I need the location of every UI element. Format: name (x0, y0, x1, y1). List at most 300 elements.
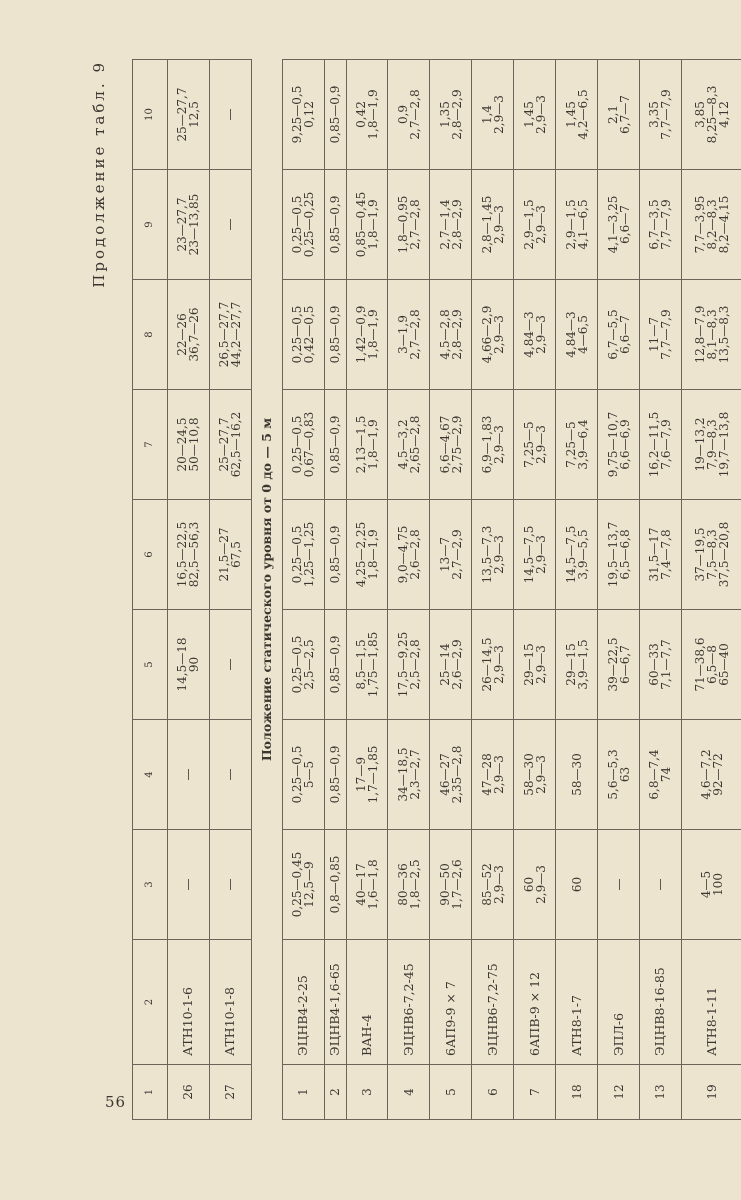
cell-value: 14,5—7,5 (563, 525, 578, 584)
cell-value: 0,42—0,5 (302, 305, 317, 364)
column-header-7: 7 (133, 390, 168, 500)
table-cell (598, 610, 640, 720)
cell-value: 12,5 (187, 101, 202, 128)
pump-name: АТН8-1-7 (556, 940, 598, 1065)
table-row (346, 60, 388, 1120)
cell-value: 0,42 (354, 101, 369, 128)
cell-value: 26—14,5 (479, 637, 494, 692)
cell-value: 1,8—1,9 (366, 89, 381, 140)
cell-value: 7,1—7,7 (659, 639, 674, 690)
table-cell (681, 280, 741, 390)
cell-value: 1,45 (521, 101, 536, 128)
empty-cell-dash: — (223, 658, 238, 671)
table-cell (640, 280, 682, 390)
cell-value: 2,9—3 (533, 535, 548, 574)
cell-value: 7,7—7,9 (659, 89, 674, 140)
cell-value: 1,45 (563, 101, 578, 128)
pump-name: ЭЦНВ4-2-25 (282, 940, 324, 1065)
cell-value: 2,35—2,8 (449, 745, 464, 804)
cell-value: 85—52 (479, 863, 494, 906)
cell-value: 23—27,7 (175, 197, 190, 252)
cell-value: 0,85—0,9 (328, 415, 343, 474)
table-cell (556, 170, 598, 280)
table-cell (681, 720, 741, 830)
cell-value: 4,66—2,9 (479, 305, 494, 364)
row-number: 18 (556, 1065, 598, 1120)
table-cell (430, 720, 472, 830)
cell-value: 0,67—0,83 (302, 411, 317, 478)
cell-value: 29—15 (521, 643, 536, 686)
continuation-label: Продолжение табл. 9 (90, 60, 108, 288)
table-cell (324, 610, 346, 720)
cell-value: 0,25—0,5 (290, 745, 305, 804)
cell-value: 19—13,2 (693, 417, 708, 472)
table-cell (640, 170, 682, 280)
cell-value: 90 (187, 656, 202, 673)
cell-value: 44,2—27,7 (229, 301, 244, 368)
table-cell (514, 610, 556, 720)
cell-value: 1,35 (437, 101, 452, 128)
table-cell (681, 610, 741, 720)
cell-value: 20—24,5 (175, 417, 190, 472)
cell-value: 92—72 (711, 753, 726, 796)
cell-value: 7,4—7,8 (659, 529, 674, 580)
table-cell (209, 60, 251, 170)
empty-cell-dash: — (223, 878, 238, 891)
cell-value: 2,3—2,7 (407, 749, 422, 800)
cell-value: 4,1—6,5 (575, 199, 590, 250)
cell-value: 2,9—3 (491, 755, 506, 794)
cell-value: 80—36 (395, 863, 410, 906)
cell-value: 7,7—7,9 (659, 309, 674, 360)
data-table (132, 59, 741, 1120)
table-row (282, 60, 324, 1120)
table-cell (324, 390, 346, 500)
table-cell (209, 830, 251, 940)
table-cell (346, 390, 388, 500)
cell-value: 0,25—0,5 (290, 305, 305, 364)
cell-value: 26,5—27,7 (217, 301, 232, 368)
cell-value: 1,8—2,5 (407, 859, 422, 910)
column-header-6: 6 (133, 500, 168, 610)
pump-name: АТН10-1-6 (168, 940, 210, 1065)
table-cell (388, 170, 430, 280)
table-cell (168, 720, 210, 830)
cell-value: 40—17 (354, 863, 369, 906)
table-cell (514, 390, 556, 500)
cell-value: 6,8—7,4 (647, 749, 662, 800)
cell-value: 25—14 (437, 643, 452, 686)
table-cell (472, 170, 514, 280)
cell-value: 2,7—2,8 (407, 199, 422, 250)
cell-value: 0,25—0,5 (290, 525, 305, 584)
table-row (388, 60, 430, 1120)
cell-value: 2,5—2,5 (302, 639, 317, 690)
cell-value: 6,7—7 (617, 95, 632, 134)
table-cell (324, 830, 346, 940)
cell-value: 0,8—0,85 (328, 855, 343, 914)
table-cell (168, 60, 210, 170)
column-header-4: 4 (133, 720, 168, 830)
cell-value: 3,9—1,5 (575, 639, 590, 690)
table-cell (681, 60, 741, 170)
cell-value: 4,5—3,2 (395, 419, 410, 470)
cell-value: 58—30 (521, 753, 536, 796)
cell-value: 7,25—5 (563, 421, 578, 468)
cell-value: 17,5—9,25 (395, 631, 410, 698)
pump-name: ЭПЛ-6 (598, 940, 640, 1065)
cell-value: 2,8—2,9 (449, 199, 464, 250)
cell-value: 13,5—7,3 (479, 525, 494, 584)
cell-value: 1,8—1,9 (366, 419, 381, 470)
empty-cell-dash: — (653, 878, 668, 891)
cell-value: 2,9—3 (491, 315, 506, 354)
cell-value: 17—9 (354, 757, 369, 792)
table-cell (640, 390, 682, 500)
table-cell (346, 170, 388, 280)
cell-value: 4,84—3 (563, 311, 578, 358)
cell-value: 4,12 (717, 101, 732, 128)
cell-value: 0,25—0,25 (302, 191, 317, 258)
table-cell (168, 830, 210, 940)
table-cell (640, 60, 682, 170)
table-cell (346, 500, 388, 610)
cell-value: 29—15 (563, 643, 578, 686)
cell-value: 6,9—1,83 (479, 415, 494, 474)
cell-value: 2,9—3 (491, 425, 506, 464)
cell-value: 0,85—0,9 (328, 745, 343, 804)
cell-value: 7,9—8,3 (705, 419, 720, 470)
table-cell (388, 500, 430, 610)
table-cell (681, 390, 741, 500)
row-number: 7 (514, 1065, 556, 1120)
table-cell (640, 500, 682, 610)
cell-value: 2,9—3 (491, 645, 506, 684)
table-cell (346, 60, 388, 170)
cell-value: 2,9—3 (533, 865, 548, 904)
cell-value: 0,85—0,9 (328, 525, 343, 584)
row-number: 5 (430, 1065, 472, 1120)
empty-cell-dash: — (611, 878, 626, 891)
cell-value: 13,5—8,3 (717, 305, 732, 364)
table-row (209, 60, 251, 1120)
cell-value: 6,7—5,5 (605, 309, 620, 360)
cell-value: 8,1—8,3 (705, 309, 720, 360)
cell-value: 7,25—5 (521, 421, 536, 468)
table-row (430, 60, 472, 1120)
cell-value: 1,75—1,85 (366, 631, 381, 698)
cell-value: 2,1 (605, 104, 620, 125)
cell-value: 25—27,7 (175, 87, 190, 142)
cell-value: 8,25—8,3 (705, 85, 720, 144)
table-cell (324, 280, 346, 390)
cell-value: 6,6—4,67 (437, 415, 452, 474)
cell-value: 1,6—1,8 (366, 859, 381, 910)
cell-value: 90—50 (437, 863, 452, 906)
table-cell (209, 500, 251, 610)
table-cell (640, 610, 682, 720)
row-number: 26 (168, 1065, 210, 1120)
table-cell (681, 500, 741, 610)
table-cell (430, 390, 472, 500)
table-cell (514, 830, 556, 940)
table-cell (430, 280, 472, 390)
row-number: 12 (598, 1065, 640, 1120)
cell-value: 37,5—20,8 (717, 521, 732, 588)
cell-value: 63 (617, 766, 632, 783)
cell-value: 6,7—3,5 (647, 199, 662, 250)
pump-name: ЭЦНВ8-16-85 (640, 940, 682, 1065)
table-cell (472, 720, 514, 830)
table-cell (598, 390, 640, 500)
cell-value: 2,9—3 (533, 645, 548, 684)
table-row (640, 60, 682, 1120)
table-cell (681, 170, 741, 280)
table-cell (514, 170, 556, 280)
table-cell (209, 610, 251, 720)
table-cell (324, 170, 346, 280)
cell-value: 8,5—1,5 (354, 639, 369, 690)
cell-value: 9,25—0,5 (290, 85, 305, 144)
table-row (681, 60, 741, 1120)
cell-value: 6,5—8 (705, 645, 720, 684)
cell-value: 0,25—0,45 (290, 851, 305, 918)
cell-value: 58—30 (569, 753, 584, 796)
section-title: Положение статического уровня от 0 до — 5 м (251, 60, 282, 1120)
cell-value: 2,9—3 (491, 95, 506, 134)
table-row (556, 60, 598, 1120)
table-cell (324, 60, 346, 170)
table-cell (472, 60, 514, 170)
cell-value: 16,5—22,5 (175, 521, 190, 588)
cell-value: 39—22,5 (605, 637, 620, 692)
table-cell (556, 60, 598, 170)
pump-name: ВАН-4 (346, 940, 388, 1065)
table-cell (388, 60, 430, 170)
table-cell (346, 280, 388, 390)
cell-value: 74 (659, 766, 674, 783)
pump-name: ЭЦНВ6-7,2-75 (472, 940, 514, 1065)
cell-value: 16,2—11,5 (647, 411, 662, 478)
cell-value: 9,0—4,75 (395, 525, 410, 584)
rotated-table-block (90, 60, 741, 1120)
cell-value: 19,7—13,8 (717, 411, 732, 478)
column-header-2: 2 (133, 940, 168, 1065)
pump-name: ЭЦНВ4-1,6-65 (324, 940, 346, 1065)
cell-value: 1,8—1,9 (366, 199, 381, 250)
row-number: 27 (209, 1065, 251, 1120)
cell-value: 1,7—1,85 (366, 745, 381, 804)
table-cell (209, 390, 251, 500)
table-cell (514, 60, 556, 170)
table-cell (346, 610, 388, 720)
table-cell (346, 830, 388, 940)
cell-value: 1,25—1,25 (302, 521, 317, 588)
table-cell (282, 280, 324, 390)
cell-value: 1,8—1,9 (366, 529, 381, 580)
cell-value: 31,5—17 (647, 527, 662, 582)
table-cell (209, 720, 251, 830)
cell-value: 1,8—1,9 (366, 309, 381, 360)
cell-value: 2,5—2,8 (407, 639, 422, 690)
table-row (168, 60, 210, 1120)
table-cell (346, 720, 388, 830)
cell-value: 3,9—5,5 (575, 529, 590, 580)
table-cell (430, 830, 472, 940)
cell-value: 2,8—2,9 (449, 89, 464, 140)
empty-cell-dash: — (223, 108, 238, 121)
cell-value: 4—6,5 (575, 315, 590, 354)
empty-cell-dash: — (181, 768, 196, 781)
cell-value: 0,85—0,9 (328, 305, 343, 364)
table-cell (598, 280, 640, 390)
cell-value: 0,85—0,9 (328, 195, 343, 254)
table-cell (168, 280, 210, 390)
cell-value: 2,9—3 (533, 205, 548, 244)
column-header-5: 5 (133, 610, 168, 720)
cell-value: 6,6—6,9 (617, 419, 632, 470)
cell-value: 0,85—0,45 (354, 191, 369, 258)
cell-value: 13—7 (437, 537, 452, 572)
table-cell (388, 830, 430, 940)
cell-value: 4,1—3,25 (605, 195, 620, 254)
cell-value: 36,7—26 (187, 307, 202, 362)
cell-value: 71—38,6 (693, 637, 708, 692)
cell-value: 0,9 (395, 104, 410, 125)
cell-value: 1,4 (479, 104, 494, 125)
table-cell (472, 280, 514, 390)
cell-value: 4—5 (699, 870, 714, 899)
table-cell (681, 830, 741, 940)
table-cell (282, 610, 324, 720)
cell-value: 2,9—3 (533, 425, 548, 464)
cell-value: 3,35 (647, 101, 662, 128)
cell-value: 82,5—56,3 (187, 521, 202, 588)
table-cell (472, 830, 514, 940)
table-cell (168, 500, 210, 610)
cell-value: 62,5—16,2 (229, 411, 244, 478)
table-cell (598, 720, 640, 830)
cell-value: 0,85—0,9 (328, 85, 343, 144)
section-row (251, 60, 282, 1120)
cell-value: 2,9—3 (533, 755, 548, 794)
table-cell (282, 170, 324, 280)
row-number: 19 (681, 1065, 741, 1120)
cell-value: 2,65—2,8 (407, 415, 422, 474)
table-cell (556, 390, 598, 500)
cell-value: 6,5—6,8 (617, 529, 632, 580)
table-row (324, 60, 346, 1120)
cell-value: 4,25—2,25 (354, 521, 369, 588)
cell-value: 0,85—0,9 (328, 635, 343, 694)
table-cell (168, 610, 210, 720)
table-cell (282, 60, 324, 170)
cell-value: 60 (569, 876, 584, 893)
table-cell (209, 170, 251, 280)
table-cell (282, 390, 324, 500)
table-cell (388, 390, 430, 500)
column-header-10: 10 (133, 60, 168, 170)
pump-name: АТН10-1-8 (209, 940, 251, 1065)
cell-value: 67,5 (229, 541, 244, 568)
cell-value: 4,6—7,2 (699, 749, 714, 800)
cell-value: 7,7—7,9 (659, 199, 674, 250)
page-number: 56 (105, 1093, 127, 1111)
table-cell (514, 500, 556, 610)
table-cell (282, 720, 324, 830)
cell-value: 7,6—7,9 (659, 419, 674, 470)
table-row (598, 60, 640, 1120)
row-number: 13 (640, 1065, 682, 1120)
cell-value: 2,8—1,45 (479, 195, 494, 254)
table-cell (282, 830, 324, 940)
cell-value: 5,6—5,3 (605, 749, 620, 800)
cell-value: 0,25—0,5 (290, 195, 305, 254)
cell-value: 2,7—1,4 (437, 199, 452, 250)
cell-value: 7,5—8,3 (705, 529, 720, 580)
cell-value: 2,7—2,9 (449, 529, 464, 580)
table-cell (598, 170, 640, 280)
table-cell (640, 720, 682, 830)
table-cell (324, 720, 346, 830)
row-number: 2 (324, 1065, 346, 1120)
cell-value: 100 (711, 873, 726, 896)
cell-value: 46—27 (437, 753, 452, 796)
empty-cell-dash: — (223, 768, 238, 781)
table-cell (556, 610, 598, 720)
cell-value: 4,2—6,5 (575, 89, 590, 140)
cell-value: 60 (521, 876, 536, 893)
cell-value: 2,9—1,5 (521, 199, 536, 250)
cell-value: 6,6—7 (617, 205, 632, 244)
cell-value: 1,8—0,95 (395, 195, 410, 254)
cell-value: 2,6—2,8 (407, 529, 422, 580)
cell-value: 4,5—2,8 (437, 309, 452, 360)
cell-value: 3,9—6,4 (575, 419, 590, 470)
cell-value: 3—1,9 (395, 315, 410, 354)
header-row (133, 60, 168, 1120)
cell-value: 65—40 (717, 643, 732, 686)
cell-value: 50—10,8 (187, 417, 202, 472)
row-number: 3 (346, 1065, 388, 1120)
cell-value: 2,9—3 (491, 535, 506, 574)
table-cell (472, 500, 514, 610)
table-cell (168, 170, 210, 280)
cell-value: 22—26 (175, 313, 190, 356)
column-header-9: 9 (133, 170, 168, 280)
pump-name: 6АП9-9 × 7 (430, 940, 472, 1065)
cell-value: 21,5—27 (217, 527, 232, 582)
cell-value: 2,8—2,9 (449, 309, 464, 360)
cell-value: 14,5—7,5 (521, 525, 536, 584)
cell-value: 2,9—3 (533, 315, 548, 354)
cell-value: 0,12 (302, 101, 317, 128)
table-cell (282, 500, 324, 610)
table-cell (472, 610, 514, 720)
table-cell (388, 280, 430, 390)
cell-value: 7,7—3,95 (693, 195, 708, 254)
cell-value: 2,6—2,9 (449, 639, 464, 690)
empty-cell-dash: — (181, 878, 196, 891)
cell-value: 2,9—3 (491, 865, 506, 904)
table-cell (472, 390, 514, 500)
cell-value: 0,25—0,5 (290, 635, 305, 694)
row-number: 1 (282, 1065, 324, 1120)
cell-value: 19,5—13,7 (605, 521, 620, 588)
table-cell (168, 390, 210, 500)
cell-value: 47—28 (479, 753, 494, 796)
cell-value: 14,5—18 (175, 637, 190, 692)
